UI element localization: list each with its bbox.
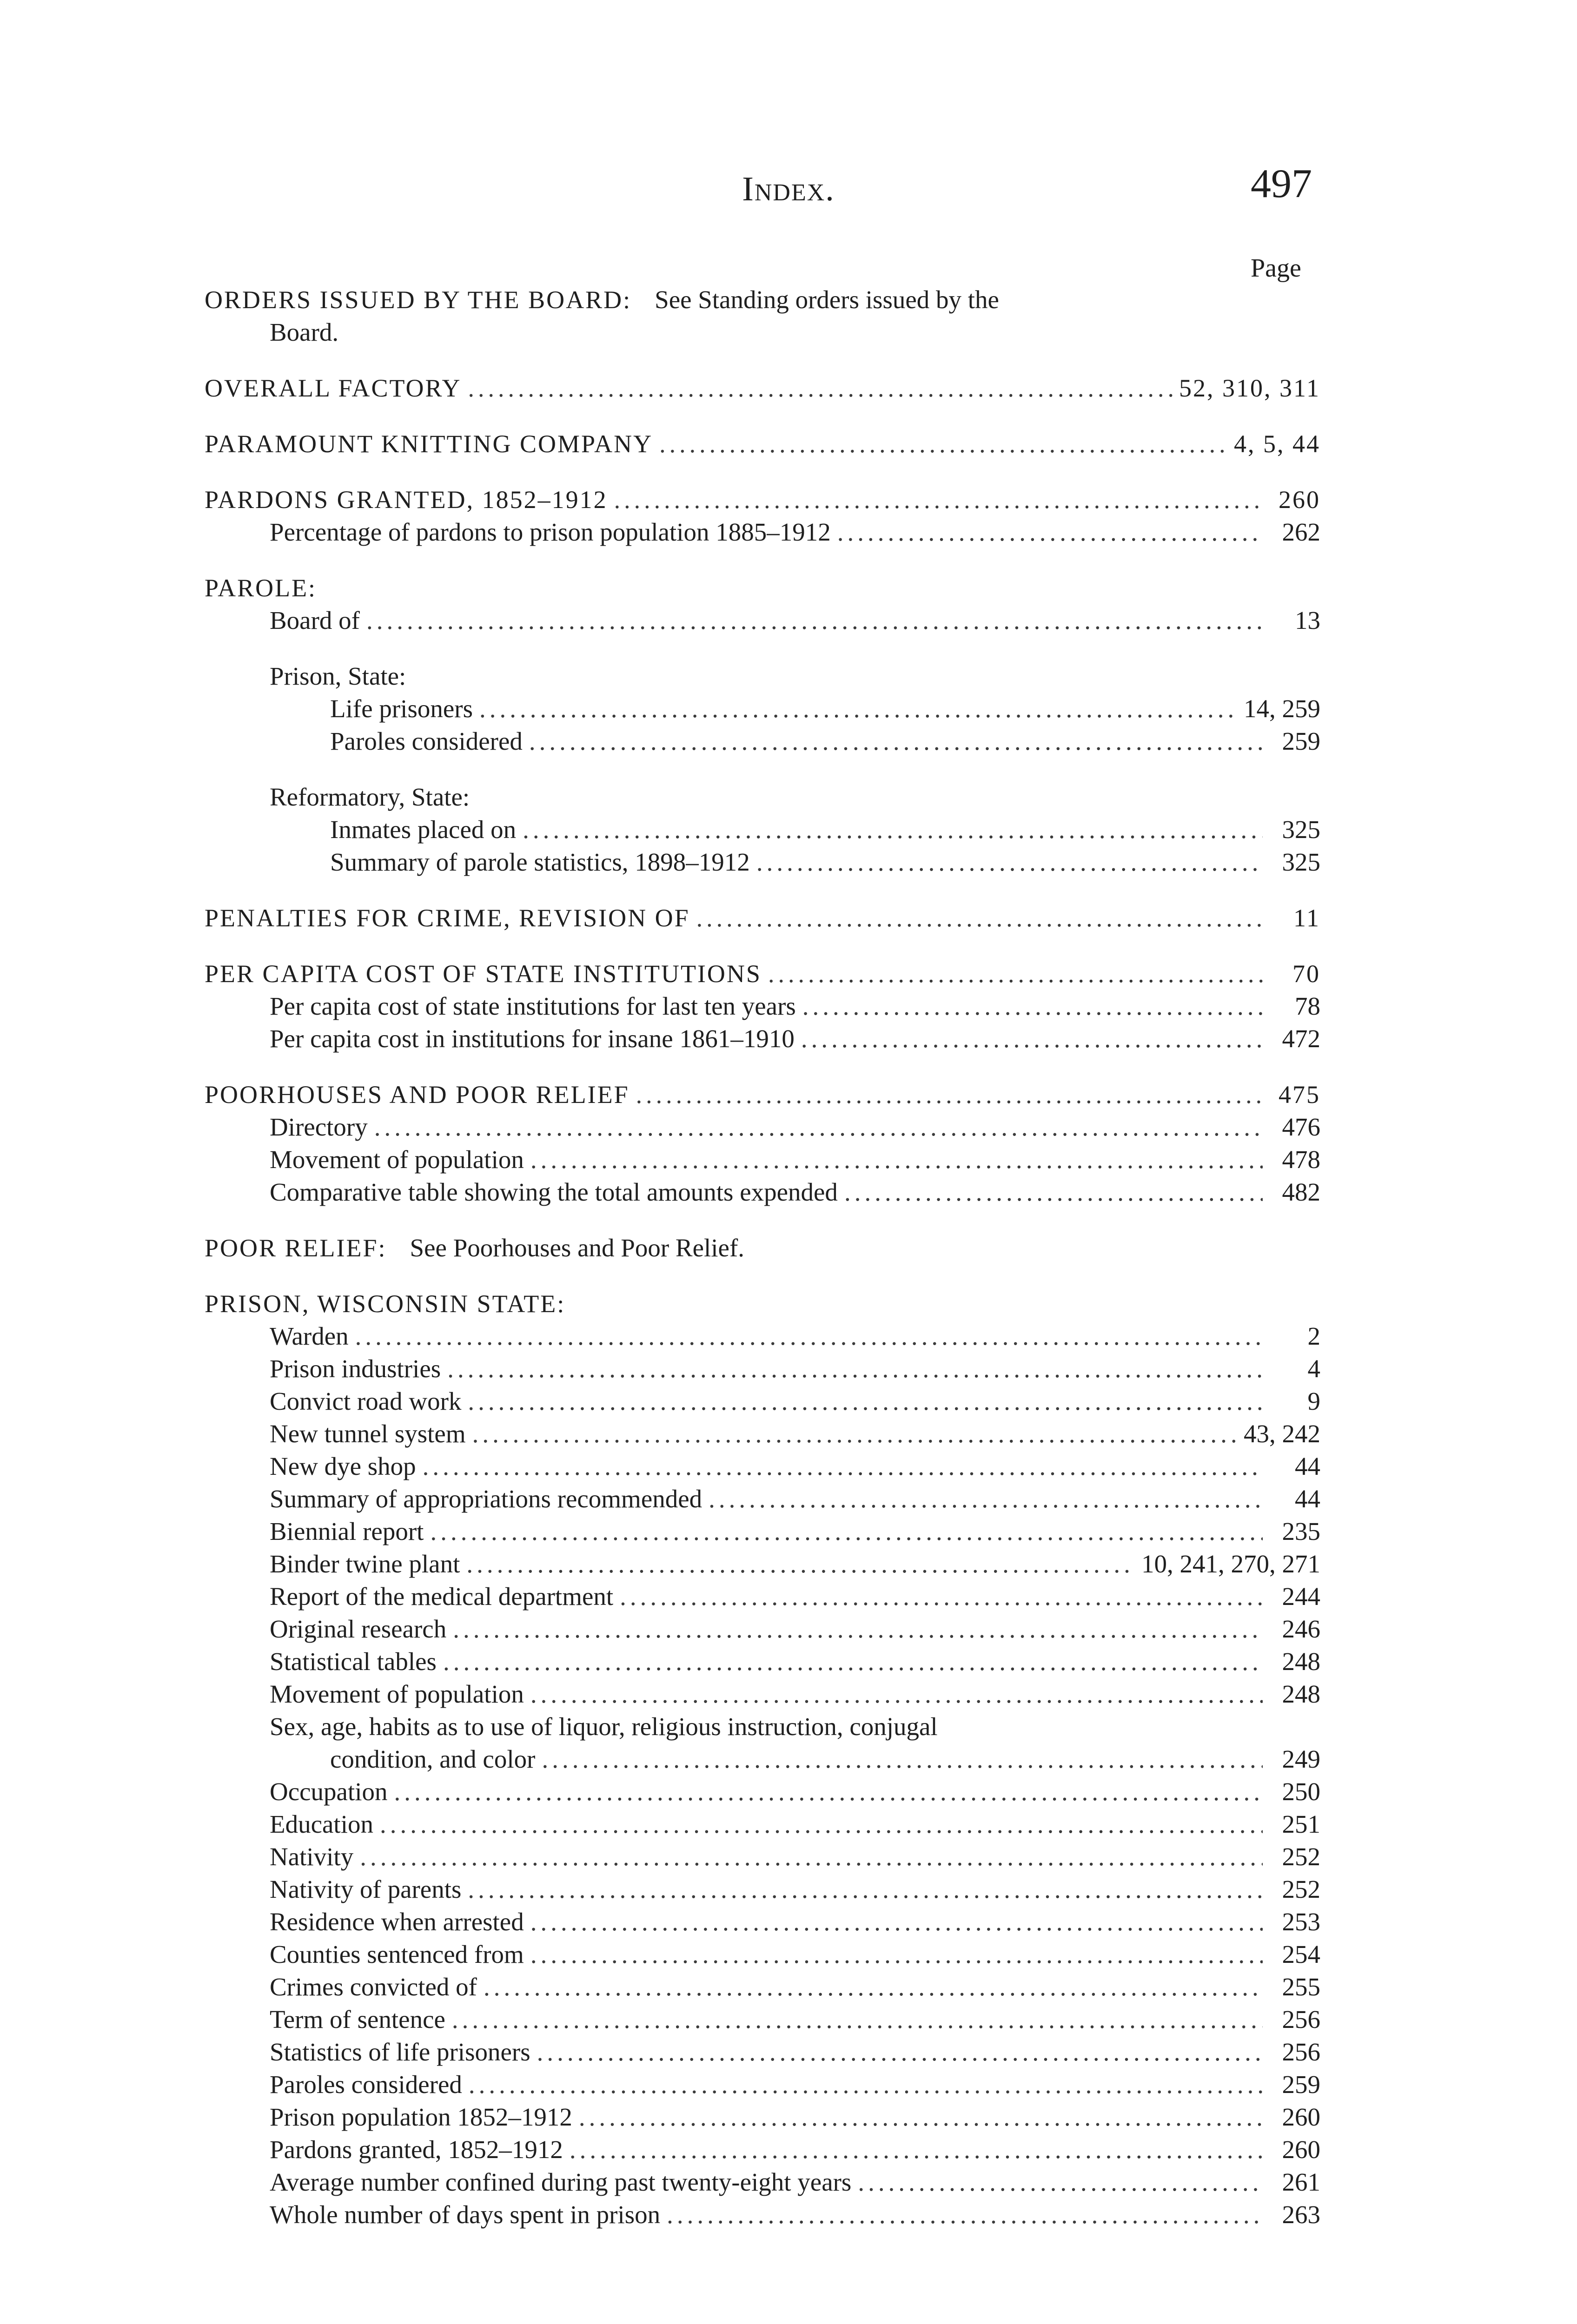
dot-leader [394, 1776, 1263, 1808]
dot-leader [453, 1613, 1263, 1645]
dot-leader [844, 1176, 1263, 1208]
entry-gap [205, 1208, 1320, 1232]
dot-leader [530, 1678, 1263, 1710]
entry-pages: 325 [1282, 848, 1320, 876]
entry-pages: 43, 242 [1244, 1419, 1320, 1448]
entry-pages: 10, 241, 270, 271 [1141, 1550, 1320, 1578]
entry-pages: 259 [1282, 727, 1320, 755]
index-heading [205, 372, 1320, 404]
entry-gap [205, 1264, 1320, 1287]
entry-gap [205, 404, 1320, 428]
entry-label: PER CAPITA COST OF STATE INSTITUTIONS [205, 960, 762, 988]
entry-pages: 476 [1282, 1113, 1320, 1141]
index-subentry [205, 1678, 1320, 1710]
dot-leader [659, 428, 1227, 460]
dot-leader [479, 693, 1237, 725]
index-subentry [205, 2199, 1320, 2231]
index-subentry [205, 1743, 1320, 1776]
index-subentry [205, 2036, 1320, 2068]
entry-gap [205, 878, 1320, 902]
dot-leader [468, 1873, 1263, 1906]
entry-label: Statistical tables [270, 1647, 437, 1676]
dot-leader [756, 846, 1263, 878]
entry-label: Summary of parole statistics, 1898–1912 [330, 848, 750, 876]
entry-pages: 244 [1282, 1582, 1320, 1611]
entry-label: Inmates placed on [330, 815, 517, 844]
entry-label: PARAMOUNT KNITTING COMPANY [205, 430, 653, 458]
index-subentry [205, 1450, 1320, 1483]
entry-pages: 252 [1282, 1842, 1320, 1871]
entry-label: Counties sentenced from [270, 1940, 524, 1968]
index-subentry [205, 693, 1320, 725]
dot-leader [667, 2199, 1263, 2231]
entry-pages: 478 [1282, 1145, 1320, 1174]
entry-pages: 4, 5, 44 [1234, 430, 1320, 458]
dot-leader [614, 483, 1263, 516]
entry-label: Paroles considered [330, 727, 523, 755]
index-subentry [205, 1515, 1320, 1548]
entry-pages: 250 [1282, 1777, 1320, 1806]
see-reference: See Standing orders issued by the [655, 285, 999, 314]
entry-pages: 248 [1282, 1647, 1320, 1676]
index-entries [205, 284, 1320, 2231]
index-subentry [205, 1873, 1320, 1906]
index-heading [205, 902, 1320, 934]
index-subentry [205, 1613, 1320, 1645]
entry-pages: 254 [1282, 1940, 1320, 1968]
entry-label: Paroles considered [270, 2070, 462, 2099]
dot-leader [452, 2003, 1263, 2036]
entry-label: ORDERS ISSUED BY THE BOARD: [205, 286, 632, 314]
index-subentry [205, 813, 1320, 846]
entry-pages: 472 [1282, 1024, 1320, 1053]
entry-label: Per capita cost in institutions for insane 1861–1910 [270, 1024, 795, 1053]
dot-leader [530, 1938, 1263, 1971]
dot-leader [468, 1385, 1263, 1418]
index-subentry [205, 1320, 1320, 1353]
entry-label: Movement of population [270, 1145, 524, 1174]
entry-label: Summary of appropriations recommended [270, 1485, 702, 1513]
entry-pages: 260 [1282, 2103, 1320, 2131]
index-heading [205, 483, 1320, 516]
dot-leader [468, 372, 1173, 404]
entry-label: Biennial report [270, 1517, 424, 1545]
dot-leader [709, 1483, 1263, 1515]
entry-pages: 249 [1282, 1745, 1320, 1773]
entry-pages: 256 [1282, 2038, 1320, 2066]
entry-label: Pardons granted, 1852–1912 [270, 2135, 563, 2164]
entry-pages: 261 [1282, 2168, 1320, 2196]
index-subentry [205, 1938, 1320, 1971]
entry-pages: 235 [1282, 1517, 1320, 1545]
dot-leader [443, 1645, 1263, 1678]
index-subentry [205, 990, 1320, 1023]
entry-label: POOR RELIEF: [205, 1234, 387, 1262]
dot-leader [636, 1078, 1263, 1111]
entry-label: Per capita cost of state institutions for last ten years [270, 992, 796, 1020]
index-subentry [205, 1385, 1320, 1418]
dot-leader [530, 1906, 1263, 1938]
dot-leader [484, 1971, 1263, 2003]
dot-leader [570, 2133, 1263, 2166]
entry-label: Whole number of days spent in prison [270, 2200, 661, 2229]
dot-leader [469, 2068, 1263, 2101]
entry-pages: 255 [1282, 1973, 1320, 2001]
index-subentry [205, 516, 1320, 548]
dot-leader [802, 990, 1263, 1023]
index-subentry [205, 1418, 1320, 1450]
index-heading [205, 1232, 1320, 1264]
entry-pages: 78 [1295, 992, 1320, 1020]
entry-label: condition, and color [330, 1745, 536, 1773]
entry-pages: 44 [1295, 1452, 1320, 1480]
entry-pages: 260 [1279, 486, 1320, 514]
page-number: 497 [1251, 161, 1312, 206]
index-subentry [205, 660, 1320, 693]
entry-pages: 253 [1282, 1908, 1320, 1936]
entry-label: Average number confined during past twenty-eight years [270, 2168, 852, 2196]
index-subentry [205, 781, 1320, 813]
dot-leader [542, 1743, 1263, 1776]
index-subentry [205, 1111, 1320, 1143]
entry-pages: 14, 259 [1244, 694, 1320, 723]
entry-pages: 256 [1282, 2005, 1320, 2034]
entry-label: Nativity of parents [270, 1875, 462, 1903]
entry-pages: 251 [1282, 1810, 1320, 1838]
index-subentry [205, 1023, 1320, 1055]
index-subentry [205, 1808, 1320, 1841]
entry-gap [205, 934, 1320, 957]
running-head-title: Index. [742, 170, 835, 208]
see-reference: See Poorhouses and Poor Relief. [410, 1234, 745, 1262]
entry-gap [205, 758, 1320, 781]
entry-gap [205, 548, 1320, 572]
entry-pages: 70 [1292, 960, 1320, 988]
dot-leader [447, 1353, 1263, 1385]
entry-label: PAROLE: [205, 574, 317, 602]
entry-label: Life prisoners [330, 694, 473, 723]
entry-label: PRISON, WISCONSIN STATE: [205, 1290, 566, 1318]
entry-label: Nativity [270, 1842, 354, 1871]
entry-pages: 263 [1282, 2200, 1320, 2229]
index-subentry [205, 1580, 1320, 1613]
entry-pages: 482 [1282, 1178, 1320, 1206]
index-subentry [205, 1645, 1320, 1678]
entry-label: Percentage of pardons to prison population 1885–1912 [270, 518, 831, 546]
entry-gap [205, 637, 1320, 660]
index-subentry [205, 1906, 1320, 1938]
entry-pages: 260 [1282, 2135, 1320, 2164]
entry-pages: 2 [1307, 1322, 1320, 1350]
index-subentry [205, 2133, 1320, 2166]
entry-pages: 246 [1282, 1615, 1320, 1643]
index-subentry [205, 1776, 1320, 1808]
index-subentry [205, 1548, 1320, 1580]
dot-leader [360, 1841, 1263, 1873]
entry-label: Occupation [270, 1777, 388, 1806]
dot-leader [374, 1111, 1263, 1143]
entry-gap [205, 1055, 1320, 1078]
entry-label: Original research [270, 1615, 447, 1643]
dot-leader [472, 1418, 1237, 1450]
entry-label: Education [270, 1810, 373, 1838]
dot-leader [430, 1515, 1263, 1548]
entry-pages: 325 [1282, 815, 1320, 844]
index-heading [205, 957, 1320, 990]
entry-label: Directory [270, 1113, 368, 1141]
index-continuation-line: Board. [270, 318, 339, 346]
dot-leader [530, 1143, 1263, 1176]
index-subentry [205, 1971, 1320, 2003]
index-subentry [205, 1841, 1320, 1873]
entry-label: Term of sentence [270, 2005, 445, 2034]
entry-pages: 259 [1282, 2070, 1320, 2099]
index-heading [205, 572, 1320, 604]
dot-leader [837, 516, 1263, 548]
dot-leader [423, 1450, 1263, 1483]
entry-pages: 4 [1307, 1354, 1320, 1383]
index-subentry [205, 2068, 1320, 2101]
entry-pages: 262 [1282, 518, 1320, 546]
index-continuation-line: Sex, age, habits as to use of liquor, religious instruction, conjugal [270, 1712, 938, 1741]
entry-label: Warden [270, 1322, 349, 1350]
entry-pages: 44 [1295, 1485, 1320, 1513]
dot-leader [620, 1580, 1263, 1613]
entry-pages: 52, 310, 311 [1179, 374, 1320, 402]
entry-label: Movement of population [270, 1680, 524, 1708]
dot-leader [380, 1808, 1263, 1841]
dot-leader [801, 1023, 1263, 1055]
entry-gap [205, 460, 1320, 483]
entry-label: PENALTIES FOR CRIME, REVISION OF [205, 904, 690, 932]
dot-leader [466, 1548, 1135, 1580]
dot-leader [768, 957, 1263, 990]
dot-leader [579, 2101, 1263, 2133]
index-subentry [205, 1143, 1320, 1176]
dot-leader [529, 725, 1263, 758]
index-subentry [205, 725, 1320, 758]
entry-label: Prison population 1852–1912 [270, 2103, 572, 2131]
entry-label: Comparative table showing the total amounts expended [270, 1178, 838, 1206]
index-subentry [205, 604, 1320, 637]
entry-pages: 11 [1293, 904, 1320, 932]
dot-leader [537, 2036, 1263, 2068]
index-heading [205, 1287, 1320, 1320]
entry-label: Prison, State: [270, 662, 406, 690]
entry-label: New tunnel system [270, 1419, 466, 1448]
entry-label: Board of [270, 606, 360, 634]
entry-label: POORHOUSES AND POOR RELIEF [205, 1081, 629, 1109]
entry-label: PARDONS GRANTED, 1852–1912 [205, 486, 608, 514]
entry-label: New dye shop [270, 1452, 416, 1480]
index-subentry [205, 1176, 1320, 1208]
index-heading [205, 284, 1320, 316]
entry-pages: 252 [1282, 1875, 1320, 1903]
dot-leader [523, 813, 1263, 846]
dot-leader [355, 1320, 1263, 1353]
index-subentry [205, 2101, 1320, 2133]
dot-leader [366, 604, 1263, 637]
entry-pages: 13 [1295, 606, 1320, 634]
index-subentry [205, 1353, 1320, 1385]
page-column-label: Page [1251, 254, 1301, 283]
entry-gap [205, 349, 1320, 372]
entry-label: Report of the medical department [270, 1582, 614, 1611]
index-subentry [205, 1483, 1320, 1515]
dot-leader [696, 902, 1263, 934]
entry-pages: 9 [1307, 1387, 1320, 1415]
entry-label: Reformatory, State: [270, 783, 470, 811]
entry-label: Prison industries [270, 1354, 441, 1383]
index-subentry [205, 2003, 1320, 2036]
entry-pages: 248 [1282, 1680, 1320, 1708]
index-heading [205, 428, 1320, 460]
index-heading [205, 1078, 1320, 1111]
entry-pages: 475 [1279, 1081, 1320, 1109]
index-subentry [205, 846, 1320, 878]
entry-label: OVERALL FACTORY [205, 374, 462, 402]
entry-label: Convict road work [270, 1387, 462, 1415]
index-subentry [205, 2166, 1320, 2199]
entry-label: Crimes convicted of [270, 1973, 477, 2001]
entry-label: Binder twine plant [270, 1550, 460, 1578]
entry-label: Residence when arrested [270, 1908, 524, 1936]
dot-leader [858, 2166, 1263, 2199]
entry-label: Statistics of life prisoners [270, 2038, 530, 2066]
